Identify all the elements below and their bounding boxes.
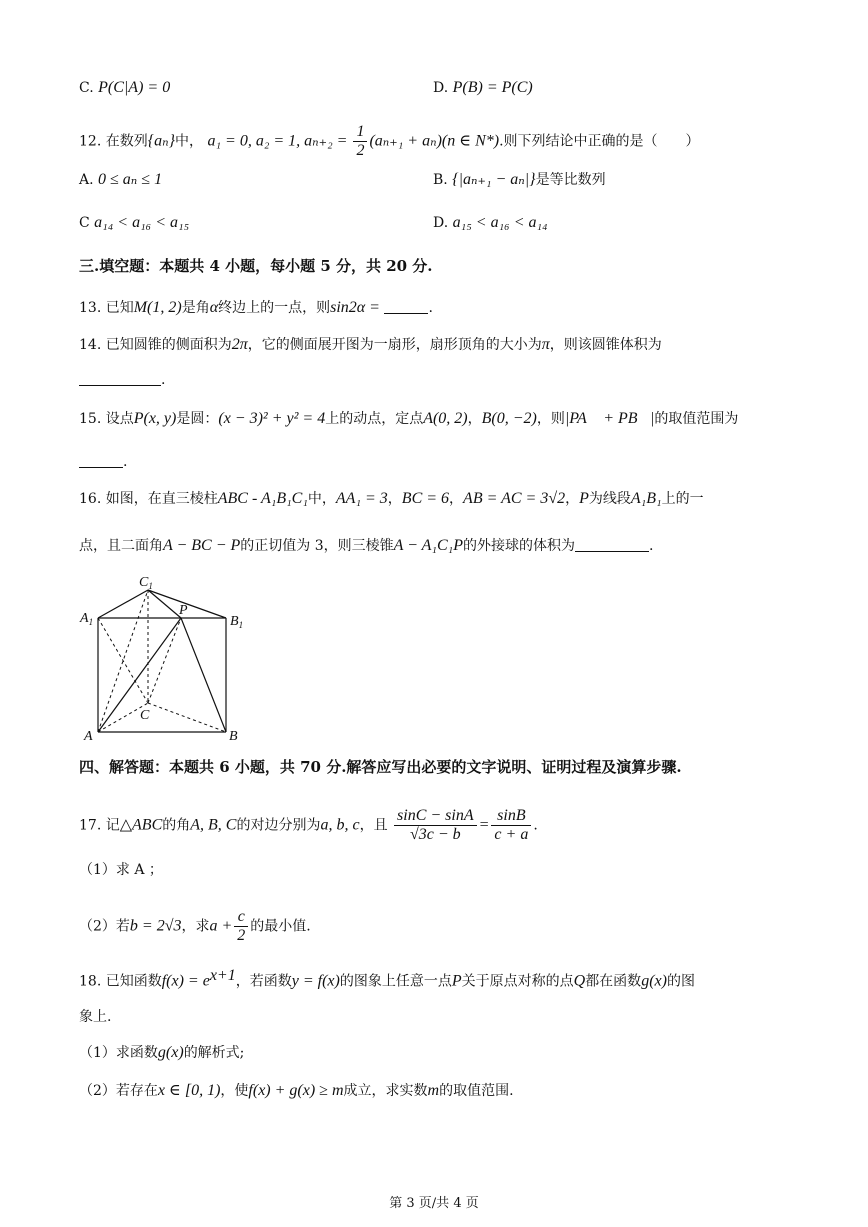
q12-seq: {aₙ} xyxy=(147,132,175,150)
question-16 xyxy=(79,489,704,509)
answer-blank[interactable] xyxy=(79,371,161,386)
q18-text: （1）求函数 xyxy=(79,1045,158,1061)
q16-math: A − BC − P xyxy=(163,537,241,554)
q17-text: ，求 xyxy=(181,918,210,935)
q18-math: P xyxy=(451,972,462,990)
answer-blank[interactable] xyxy=(384,299,428,314)
q14-math: 2π xyxy=(231,336,248,353)
section-4-title: 四、解答题：本题共 6 小题，共 70 分.解答应写出必要的文字说明、证明过程及演算步骤. xyxy=(79,758,682,776)
edge-c1p xyxy=(148,590,181,618)
q18-text: （2）若存在 xyxy=(79,1083,158,1099)
q16-text: 为线段 xyxy=(588,491,631,507)
q15-math: (x − 3)² + y² = 4 xyxy=(218,410,326,427)
q18-text: 18. 已知函数 xyxy=(79,973,162,990)
q18-math: y = f(x) xyxy=(291,972,340,990)
q12-text: 12. 在数列 xyxy=(79,133,148,150)
q14-text: 14. 已知圆锥的侧面积为 xyxy=(79,337,232,353)
q18-math: g(x) xyxy=(641,972,667,990)
q18-math: g(x) xyxy=(157,1044,184,1061)
question-15-answer xyxy=(79,452,127,472)
q16-text: 点，且二面角 xyxy=(79,538,163,554)
q12-fraction xyxy=(353,123,367,160)
q15-math: B(0, −2) xyxy=(481,410,537,427)
q17-text: 的最小值. xyxy=(250,918,311,935)
option-label: C xyxy=(79,215,90,231)
question-15 xyxy=(79,409,738,429)
q16-text: 的正切值为 3，则三棱锥 xyxy=(240,538,394,554)
frac-den: 2 xyxy=(356,142,365,159)
q16-math: A₁B₁ xyxy=(630,490,662,507)
option-math: a₁₅ < a₁₆ < a₁₄ xyxy=(452,214,548,231)
q13-text: 13. 已知 xyxy=(79,300,134,316)
q16-math: ABC - A₁B₁C₁ xyxy=(217,490,308,507)
option-c-q12 xyxy=(79,213,189,233)
q13-math: sin2α = xyxy=(330,299,380,316)
frac-num: sinC − sinA xyxy=(394,807,477,826)
frac-num: 1 xyxy=(353,123,367,142)
q14-text: ，它的侧面展开图为一扇形，扇形顶角的大小为 xyxy=(247,337,542,353)
q12-cond: a₁ = 0, a₂ = 1, aₙ₊₂ = xyxy=(207,132,352,150)
q17-text: ，且 xyxy=(359,817,388,834)
question-16-line2 xyxy=(79,536,653,556)
q17-text: 17. 记 xyxy=(79,817,120,834)
edge-cb xyxy=(148,703,226,732)
label-b1: $B_1$ xyxy=(230,614,244,630)
q18-math: f(x) = e xyxy=(161,972,210,990)
q17-text: 的对边分别为 xyxy=(236,817,321,834)
q15-text: ，则 xyxy=(536,411,565,427)
q18-exp: x+1 xyxy=(209,967,236,984)
q18-text: ，若函数 xyxy=(235,973,292,990)
question-14-answer xyxy=(79,370,165,390)
q18-text: 的取值范围. xyxy=(439,1083,514,1099)
question-17 xyxy=(79,807,538,844)
question-17-part2 xyxy=(79,908,311,945)
q18-text: ，使 xyxy=(220,1083,249,1099)
q15-end: . xyxy=(123,454,128,470)
option-d-q11 xyxy=(433,78,533,98)
question-14 xyxy=(79,335,662,355)
option-math: 0 ≤ aₙ ≤ 1 xyxy=(98,171,163,188)
q15-sep: ， xyxy=(467,411,482,427)
question-13 xyxy=(79,298,433,318)
question-18 xyxy=(79,966,695,992)
answer-blank[interactable] xyxy=(79,453,123,468)
q18-text: 的图象上任意一点 xyxy=(339,973,452,990)
q15-math: |PA⃗ + PB⃗| xyxy=(564,410,655,427)
q16-sep: ， xyxy=(449,491,464,507)
label-b: B xyxy=(229,729,238,744)
q17-fraction-c2 xyxy=(234,908,248,945)
section-3-title: 三.填空题：本题共 4 小题，每小题 5 分，共 20 分. xyxy=(79,257,433,275)
q12-cond2: (aₙ₊₁ + aₙ)(n ∈ N*) xyxy=(369,132,500,150)
label-p: P xyxy=(179,603,188,618)
q17-fraction-left xyxy=(394,807,477,844)
option-label: D. xyxy=(433,215,449,231)
q13-text: 终边上的一点，则 xyxy=(218,300,331,316)
frac-den: √3c − b xyxy=(409,826,461,843)
q16-math: A − A₁C₁P xyxy=(393,537,463,554)
q17-text: （2）若 xyxy=(79,918,130,935)
q17-math: b = 2√3 xyxy=(129,917,182,935)
q18-text: 关于原点对称的点 xyxy=(461,973,574,990)
option-math: a₁₄ < a₁₆ < a₁₅ xyxy=(94,214,190,231)
q13-math: M(1, 2) xyxy=(133,299,182,316)
frac-den: c + a xyxy=(494,826,529,843)
q14-text: ，则该圆锥体积为 xyxy=(549,337,662,353)
q16-sep: ， xyxy=(565,491,580,507)
q18-math: m xyxy=(427,1082,440,1099)
q17-text: 的角 xyxy=(162,817,191,834)
q14-end: . xyxy=(161,372,166,388)
prism-figure xyxy=(76,570,256,745)
answer-blank[interactable] xyxy=(575,537,649,552)
q16-math: AB = AC = 3√2 xyxy=(463,490,566,507)
label-c: C xyxy=(140,708,150,723)
option-math: {|aₙ₊₁ − aₙ|} xyxy=(452,171,536,188)
question-17-part1: （1）求 A ； xyxy=(79,862,163,878)
question-18-part2 xyxy=(79,1081,514,1101)
option-math: P(C|A) = 0 xyxy=(98,79,171,96)
q18-text: 的解析式; xyxy=(183,1045,245,1061)
frac-den: 2 xyxy=(237,927,246,944)
q13-text: 是角 xyxy=(181,300,210,316)
question-12 xyxy=(79,123,700,160)
q16-math: AA₁ = 3 xyxy=(335,490,388,507)
q12-suffix: .则下列结论中正确的是（ ） xyxy=(499,133,700,150)
q17-fraction-right xyxy=(491,807,531,844)
q18-text: 的图 xyxy=(666,973,695,990)
q17-math: a + xyxy=(209,917,233,935)
q13-end: . xyxy=(428,300,433,316)
q15-text: 上的动点，定点 xyxy=(325,411,424,427)
q13-math: α xyxy=(209,299,219,316)
frac-num: sinB xyxy=(491,807,531,826)
edge-a1c xyxy=(98,618,148,703)
label-a: A xyxy=(84,729,93,744)
option-label: A. xyxy=(79,172,94,188)
q15-text: 是圆： xyxy=(176,411,219,427)
q16-text: 的外接球的体积为 xyxy=(463,538,575,554)
question-18-line2: 象上. xyxy=(79,1009,112,1025)
q18-math: f(x) + g(x) ≥ m xyxy=(248,1082,344,1099)
q18-text: 成立，求实数 xyxy=(343,1083,428,1099)
option-label: C. xyxy=(79,80,94,96)
option-label: D. xyxy=(433,80,449,96)
q18-text: 都在函数 xyxy=(585,973,642,990)
label-c1: $C_1$ xyxy=(139,575,153,591)
q16-sep: ， xyxy=(387,491,402,507)
option-label: B. xyxy=(433,172,448,188)
q16-math: P xyxy=(579,490,589,507)
q16-text: 上的一 xyxy=(661,491,704,507)
option-b-q12 xyxy=(433,170,606,190)
q15-math: A(0, 2) xyxy=(423,410,468,427)
q17-end: . xyxy=(533,817,538,834)
q15-text: 的取值范围为 xyxy=(654,411,739,427)
q12-text: 中， xyxy=(175,133,203,150)
q17-math: A, B, C xyxy=(190,816,237,834)
q16-text: 中， xyxy=(307,491,336,507)
edge-pb xyxy=(181,618,226,732)
frac-num: c xyxy=(234,908,248,927)
option-math: P(B) = P(C) xyxy=(452,79,533,96)
option-a-q12 xyxy=(79,170,162,190)
q16-math: BC = 6 xyxy=(401,490,450,507)
label-a1: $A_1$ xyxy=(80,611,94,627)
option-text: 是等比数列 xyxy=(535,172,606,188)
page-footer: 第 3 页/共 4 页 xyxy=(389,1196,479,1211)
q16-text: 16. 如图，在直三棱柱 xyxy=(79,491,218,507)
question-18-part1 xyxy=(79,1043,244,1063)
q14-math: π xyxy=(541,336,550,353)
edge-cp xyxy=(148,618,181,703)
option-c-q11 xyxy=(79,78,170,98)
q17-math: △ABC xyxy=(119,816,163,834)
q17-eq: = xyxy=(478,816,490,834)
q17-math: a, b, c xyxy=(320,816,360,834)
edge-a1c1 xyxy=(98,590,148,618)
q18-math: Q xyxy=(573,972,586,990)
q15-text: 15. 设点 xyxy=(79,411,134,427)
option-d-q12 xyxy=(433,213,548,233)
q18-math: x ∈ [0, 1) xyxy=(157,1082,221,1099)
q15-math: P(x, y) xyxy=(133,410,177,427)
q16-end: . xyxy=(649,538,654,554)
